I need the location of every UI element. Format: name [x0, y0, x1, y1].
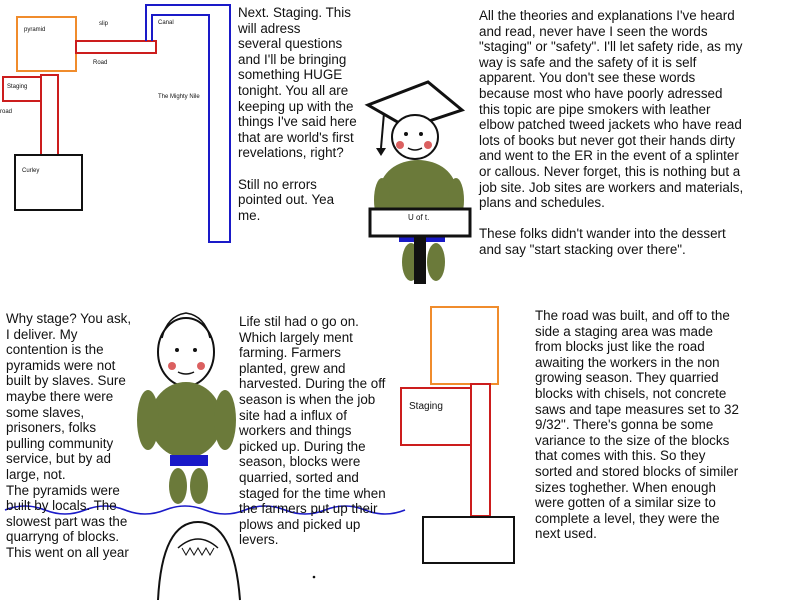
- road-strip-left: [41, 75, 58, 155]
- road-label-left: road: [0, 109, 13, 115]
- lectern-label: U of t.: [408, 213, 430, 222]
- canal-river-shape: [146, 5, 230, 242]
- canal-label: Canal: [158, 20, 174, 26]
- pyramid-box-bottom: [431, 307, 498, 384]
- text-life: Life stil had o go on. Which largely ment farming. Farmers planted, grew and harvested. During the off season is when the job site had a influx of workers and things picked up. During the season, blocks were quarried, sorted and staged for the time when the farmers put up their plows and picked up levers.: [239, 314, 386, 548]
- staging-box-bottom: [401, 388, 471, 445]
- text-staging: Next. Staging. This will adress several questions and I'll be bringing something HUGE tonight. You all are keeping up with the things I've said here that are world's first revelations, right? Still no errors pointed out. Yea me.: [238, 5, 357, 223]
- muscle-man-figure: [137, 313, 236, 504]
- road-strip-top: [76, 41, 156, 53]
- text-why-stage: Why stage? You ask, I deliver. My contention is the pyramids were not built by slaves. Sure maybe there were some slaves, prisoners, folks pulling community service, but by ad large, not. The pyramids were built by locals. The slowest part was the quarryng of blocks. This went on all year: [6, 311, 132, 560]
- road-strip-bottom: [471, 384, 490, 516]
- curley-box: [15, 155, 82, 210]
- staging-label-top: Staging: [7, 84, 28, 90]
- text-road: The road was built, and off to the side a staging area was made from blocks just like the road awaiting the workers in the non growing season. They quarried blocks with chisels, not concrete saws and tape measures set to 32 9/32". There's gonna be some variance to the size of the blocks that comes with this. So they sorted and stored blocks of similer sizes toghether. When enough were gotten of a similar size to complete a level, they were the next used.: [535, 308, 739, 542]
- road-label-top: Road: [93, 60, 108, 66]
- staging-label-bottom: Staging: [409, 401, 443, 412]
- text-theories: All the theories and explanations I've heard and read, never have I seen the words "staging" or "safety". I'll let safety ride, as my way is safe and the safety of it is self apparent. You don't see these words because most who have poorly adressed this topic are pipe smokers with leather elbow patched tweed jackets who have read lots of books but never got their hands dirty and went to the ER in the event of a splinter or callous. Never forget, this is nothing but a job site. Job sites are workers and materials, plans and schedules. These folks didn't wander into the dessert and say "start stacking over there".: [479, 8, 744, 257]
- curley-box-bottom: [423, 517, 514, 563]
- slip-label: slip: [99, 21, 109, 27]
- stray-dot: [313, 576, 316, 579]
- pyramid-label: pyramid: [24, 27, 46, 33]
- pyramid-box: [17, 17, 76, 71]
- nile-label: The Mighty Nile: [158, 94, 200, 100]
- shark-figure: [158, 522, 240, 600]
- curley-label: Curley: [22, 168, 40, 174]
